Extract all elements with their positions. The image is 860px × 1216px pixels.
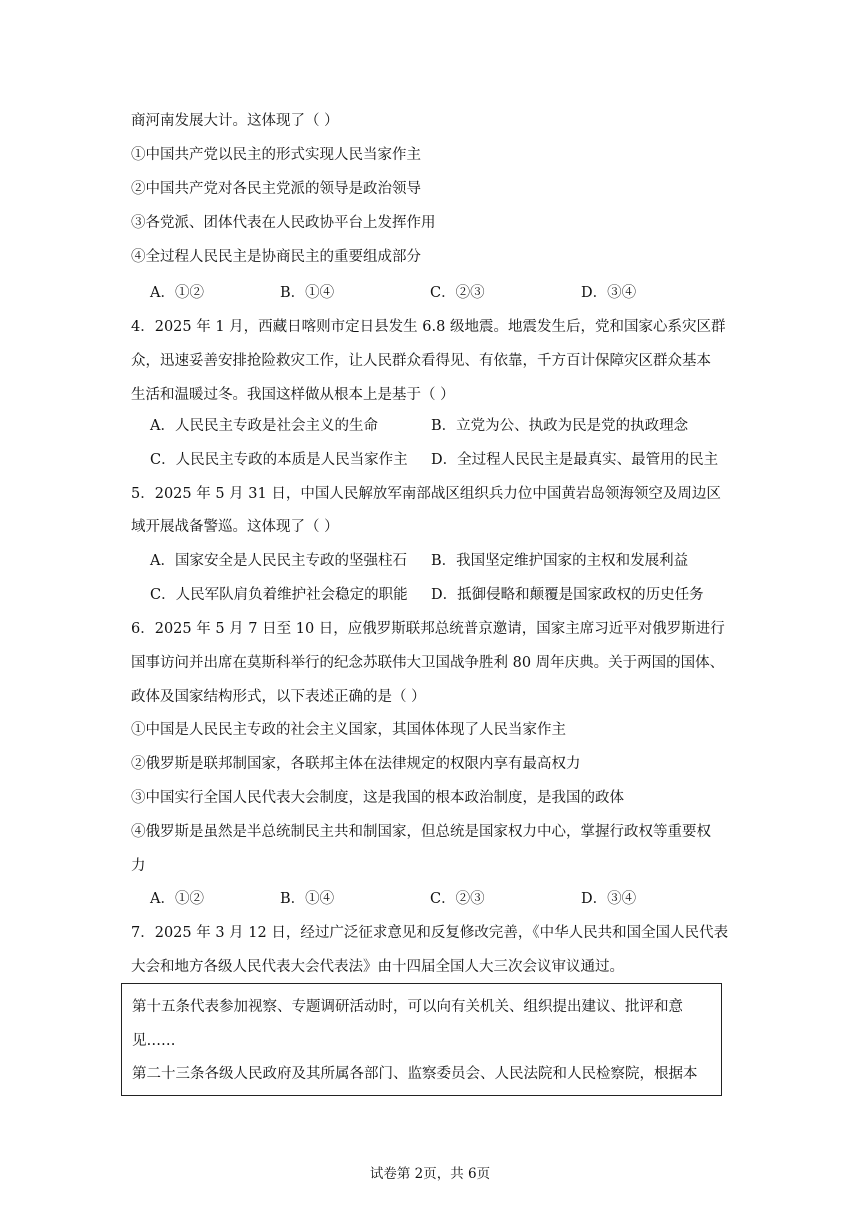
q6-item-4-wrap: 力 xyxy=(131,858,146,874)
q7-material-line-3: 第二十三条各级人民政府及其所属各部门、监察委员会、人民法院和人民检察院，根据本 xyxy=(132,1066,698,1082)
q6-option-c: C．②③ xyxy=(430,891,485,907)
q5-option-b: B．我国坚定维护国家的主权和发展利益 xyxy=(431,553,689,569)
q6-item-2: ②俄罗斯是联邦制国家，各联邦主体在法律规定的权限内享有最高权力 xyxy=(131,756,581,772)
q3-item-2: ②中国共产党对各民主党派的领导是政治领导 xyxy=(131,181,421,197)
q4-option-d: D．全过程人民民主是最真实、最管用的民主 xyxy=(431,452,719,468)
q3-item-4: ④全过程人民民主是协商民主的重要组成部分 xyxy=(131,249,421,265)
q6-option-a: A．①② xyxy=(150,891,204,907)
q3-option-b: B．①④ xyxy=(280,285,335,301)
q4-option-b: B．立党为公、执政为民是党的执政理念 xyxy=(431,418,689,434)
q7-stem-line-1: 7．2025 年 3 月 12 日，经过广泛征求意见和反复修改完善，《中华人民共和国全国人民代表 xyxy=(131,925,729,941)
q5-stem-line-2: 域开展战备警巡。这体现了（ ） xyxy=(131,519,339,535)
q3-option-c: C．②③ xyxy=(430,285,485,301)
q6-stem-line-1: 6．2025 年 5 月 7 日至 10 日，应俄罗斯联邦总统普京邀请，国家主席习近平对俄罗斯进行 xyxy=(131,621,725,637)
q7-material-line-2: 见…… xyxy=(132,1033,176,1049)
q4-stem-line-2: 众，迅速妥善安排抢险救灾工作，让人民群众看得见、有依靠，千方百计保障灾区群众基本 xyxy=(131,353,711,369)
q5-option-a: A．国家安全是人民民主专政的坚强柱石 xyxy=(150,553,407,569)
q3-option-a: A．①② xyxy=(150,285,204,301)
q4-stem-line-1: 4．2025 年 1 月，西藏日喀则市定日县发生 6.8 级地震。地震发生后，党和国家心系灾区群 xyxy=(131,319,726,335)
q5-option-c: C．人民军队肩负着维护社会稳定的职能 xyxy=(150,587,408,603)
q4-option-a: A．人民民主专政是社会主义的生命 xyxy=(150,418,378,434)
q6-item-1: ①中国是人民民主专政的社会主义国家，其国体体现了人民当家作主 xyxy=(131,722,566,738)
q6-item-3: ③中国实行全国人民代表大会制度，这是我国的根本政治制度，是我国的政体 xyxy=(131,790,624,806)
q4-option-c: C．人民民主专政的本质是人民当家作主 xyxy=(150,452,408,468)
q6-option-b: B．①④ xyxy=(280,891,335,907)
q7-material-line-1: 第十五条代表参加视察、专题调研活动时，可以向有关机关、组织提出建议、批评和意 xyxy=(132,999,683,1015)
q7-stem-line-2: 大会和地方各级人民代表大会代表法》由十四届全国人大三次会议审议通过。 xyxy=(131,959,624,975)
q3-option-d: D．③④ xyxy=(581,285,637,301)
page-footer: 试卷第 2页，共 6页 xyxy=(369,1166,491,1182)
q3-stem-continuation: 商河南发展大计。这体现了（ ） xyxy=(131,113,339,129)
q7-material-box xyxy=(121,983,722,1096)
q6-item-4: ④俄罗斯是虽然是半总统制民主共和制国家，但总统是国家权力中心，掌握行政权等重要权 xyxy=(131,824,711,840)
q5-stem-line-1: 5．2025 年 5 月 31 日，中国人民解放军南部战区组织兵力位中国黄岩岛领海领空及周边区 xyxy=(131,486,721,502)
q6-stem-line-3: 政体及国家结构形式，以下表述正确的是（ ） xyxy=(131,689,426,705)
q6-stem-line-2: 国事访问并出席在莫斯科举行的纪念苏联伟大卫国战争胜利 80 周年庆典。关于两国的国体、 xyxy=(131,655,725,671)
q4-stem-line-3: 生活和温暖过冬。我国这样做从根本上是基于（ ） xyxy=(131,387,455,403)
q5-option-d: D．抵御侵略和颠覆是国家政权的历史任务 xyxy=(431,587,704,603)
q3-item-1: ①中国共产党以民主的形式实现人民当家作主 xyxy=(131,147,421,163)
q3-item-3: ③各党派、团体代表在人民政协平台上发挥作用 xyxy=(131,215,436,231)
q6-option-d: D．③④ xyxy=(581,891,637,907)
